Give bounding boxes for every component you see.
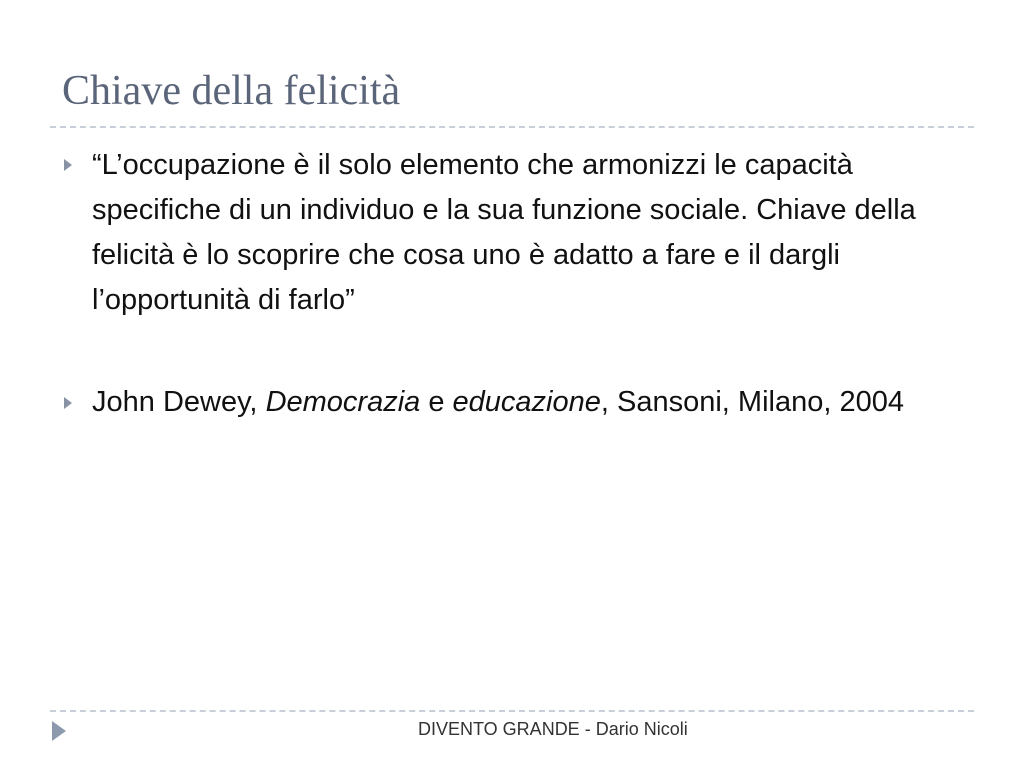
citation: [92, 380, 972, 425]
footer-text: DIVENTO GRANDE - Dario Nicoli: [418, 719, 688, 739]
title-divider: [50, 126, 974, 128]
citation-publication: , Sansoni, Milano, 2004: [600, 386, 904, 418]
footer-divider: [50, 710, 974, 712]
footer-arrow-icon: [52, 721, 66, 741]
citation-author: John Dewey,: [92, 386, 258, 418]
bullet-arrow-icon: [64, 397, 72, 409]
bullet-arrow-icon: [64, 159, 72, 171]
citation-title-part1: Democrazia: [265, 386, 421, 418]
citation-title-part2: educazione: [452, 386, 601, 418]
citation-title-conjunction: e: [428, 386, 445, 418]
quote-text: “L’occupazione è il solo elemento che armonizzi le capacità specifiche di un individuo e la sua funzione sociale. Chiave della felicità è lo scoprire che cosa uno è adatto a fare e il dargli l’opportunità di farlo”: [92, 149, 916, 316]
slide-title: Chiave della felicità: [62, 68, 401, 114]
